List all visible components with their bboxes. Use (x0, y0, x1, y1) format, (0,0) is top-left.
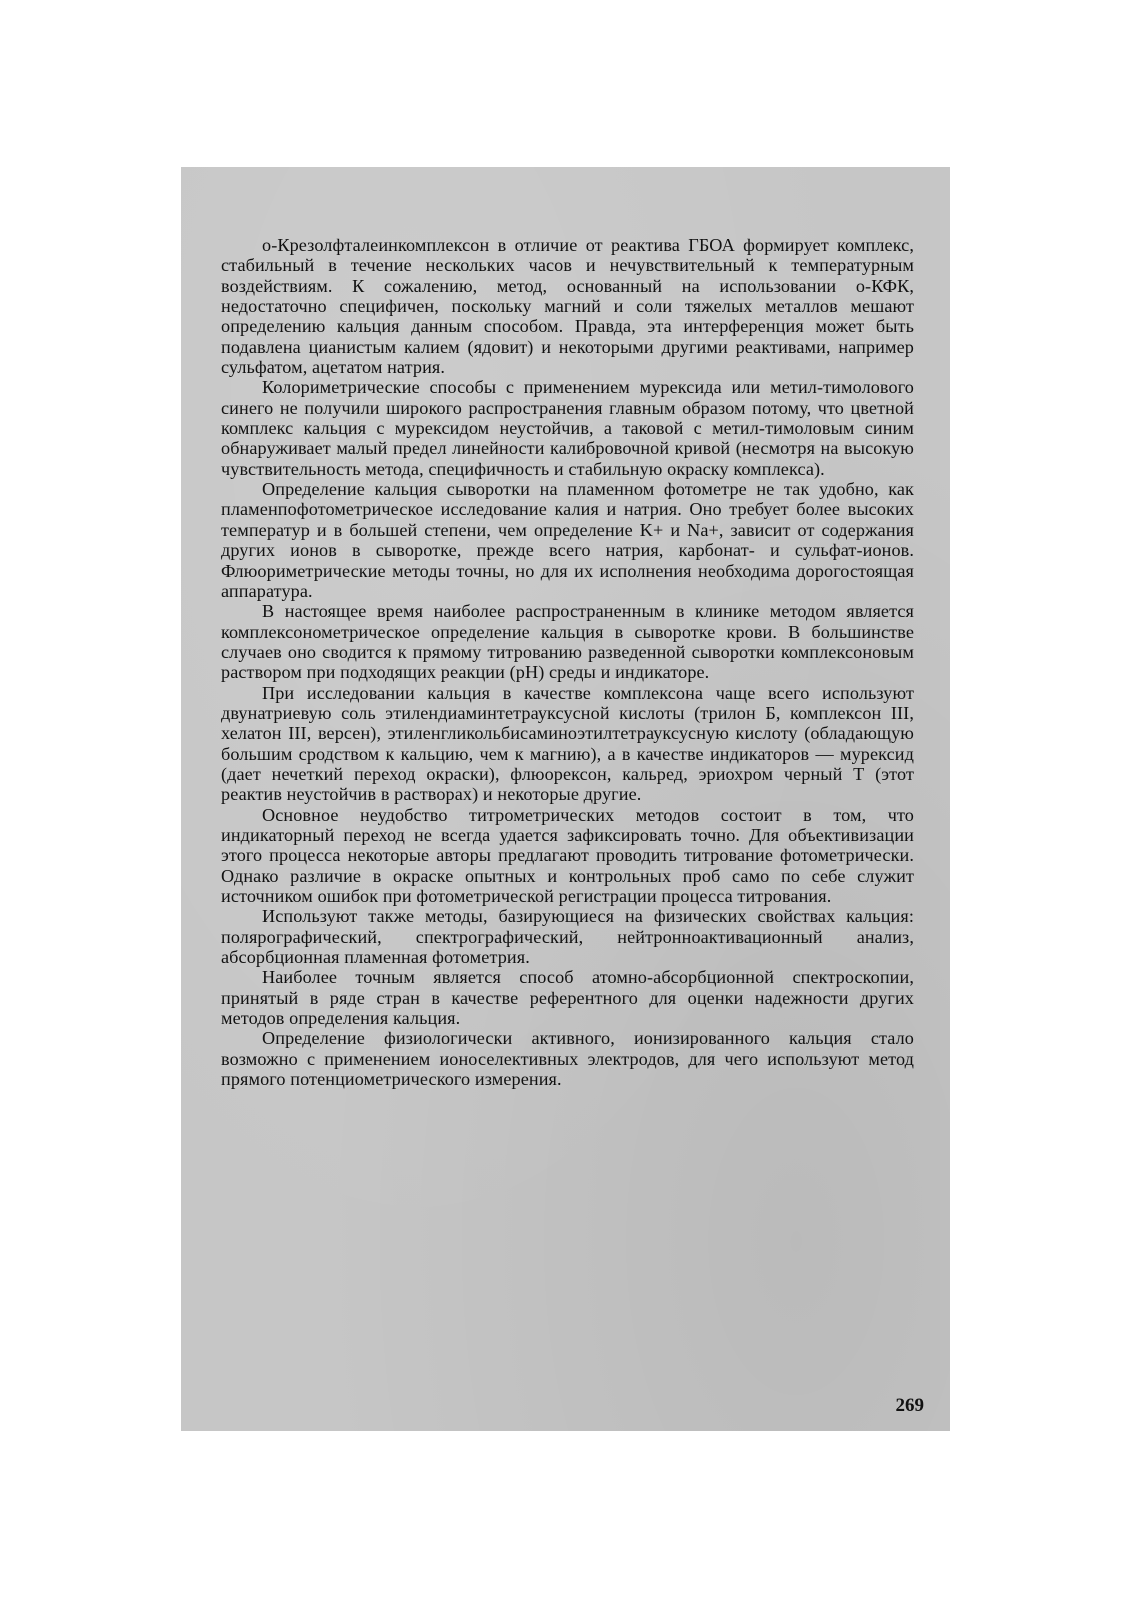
paragraph-4: В настоящее время наиболее распространенным в клинике методом является комплексонометрическое определение кальция в сыворотке крови. В большинстве случаев оно сводится к прямому титрованию разведенной сыворотки комплексоновым раствором при подходящих реакции (pH) среды и индикаторе. (221, 601, 914, 683)
paragraph-3: Определение кальция сыворотки на пламенном фотометре не так удобно, как пламенпофотометрическое исследование калия и натрия. Оно требует более высоких температур и в большей степени, чем определение K+ и Na+, зависит от содержания других ионов в сыворотке, прежде всего натрия, карбонат- и сульфат-ионов. Флюориметрические методы точны, но для их исполнения необходима дорогостоящая аппаратура. (221, 479, 914, 601)
paragraph-9: Определение физиологически активного, ионизированного кальция стало возможно с применением ионоселективных электродов, для чего используют метод прямого потенциометрического измерения. (221, 1028, 914, 1090)
page-number: 269 (895, 1395, 924, 1416)
paragraph-1: о-Крезолфталеинкомплексон в отличие от реактива ГБОА формирует комплекс, стабильный в течение нескольких часов и нечувствительный к температурным воздействиям. К сожалению, метод, основанный на использовании о-КФК, недостаточно специфичен, поскольку магний и соли тяжелых металлов мешают определению кальция данным способом. Правда, эта интерференция может быть подавлена цианистым калием (ядовит) и некоторыми другими реактивами, например сульфатом, ацетатом натрия. (221, 235, 914, 378)
paragraph-7: Используют также методы, базирующиеся на физических свойствах кальция: полярографический, спектрографический, нейтронноактивационный анализ, абсорбционная пламенная фотометрия. (221, 906, 914, 968)
paragraph-8: Наиболее точным является способ атомно-абсорбционной спектроскопии, принятый в ряде стран в качестве референтного для оценки надежности других методов определения кальция. (221, 967, 914, 1029)
body-text (221, 235, 914, 1089)
paragraph-5: При исследовании кальция в качестве комплексона чаще всего используют двунатриевую соль этилендиаминтетрауксусной кислоты (трилон Б, комплексон III, хелатон III, версен), этиленгликольбисаминоэтилтетрауксусную кислоту (обладающую большим сродством к кальцию, чем к магнию), а в качестве индикаторов — мурексид (дает нечеткий переход окраски), флюорексон, кальред, эриохром черный Т (этот реактив неустойчив в растворах) и некоторые другие. (221, 682, 914, 805)
paragraph-6: Основное неудобство титрометрических методов состоит в том, что индикаторный переход не всегда удается зафиксировать точно. Для объективизации этого процесса некоторые авторы предлагают проводить титрование фотометрически. Однако различие в окраске опытных и контрольных проб само по себе служит источником ошибок при фотометрической регистрации процесса титрования. (221, 804, 914, 906)
scanned-page (181, 167, 950, 1431)
paragraph-2: Колориметрические способы с применением мурексида или метил-тимолового синего не получили широкого распространения главным образом потому, что цветной комплекс кальция с мурексидом неустойчив, а таковой с метил-тимоловым синим обнаруживает малый предел линейности калибровочной кривой (несмотря на высокую чувствительность метода, специфичность и стабильную окраску комплекса). (221, 377, 914, 479)
